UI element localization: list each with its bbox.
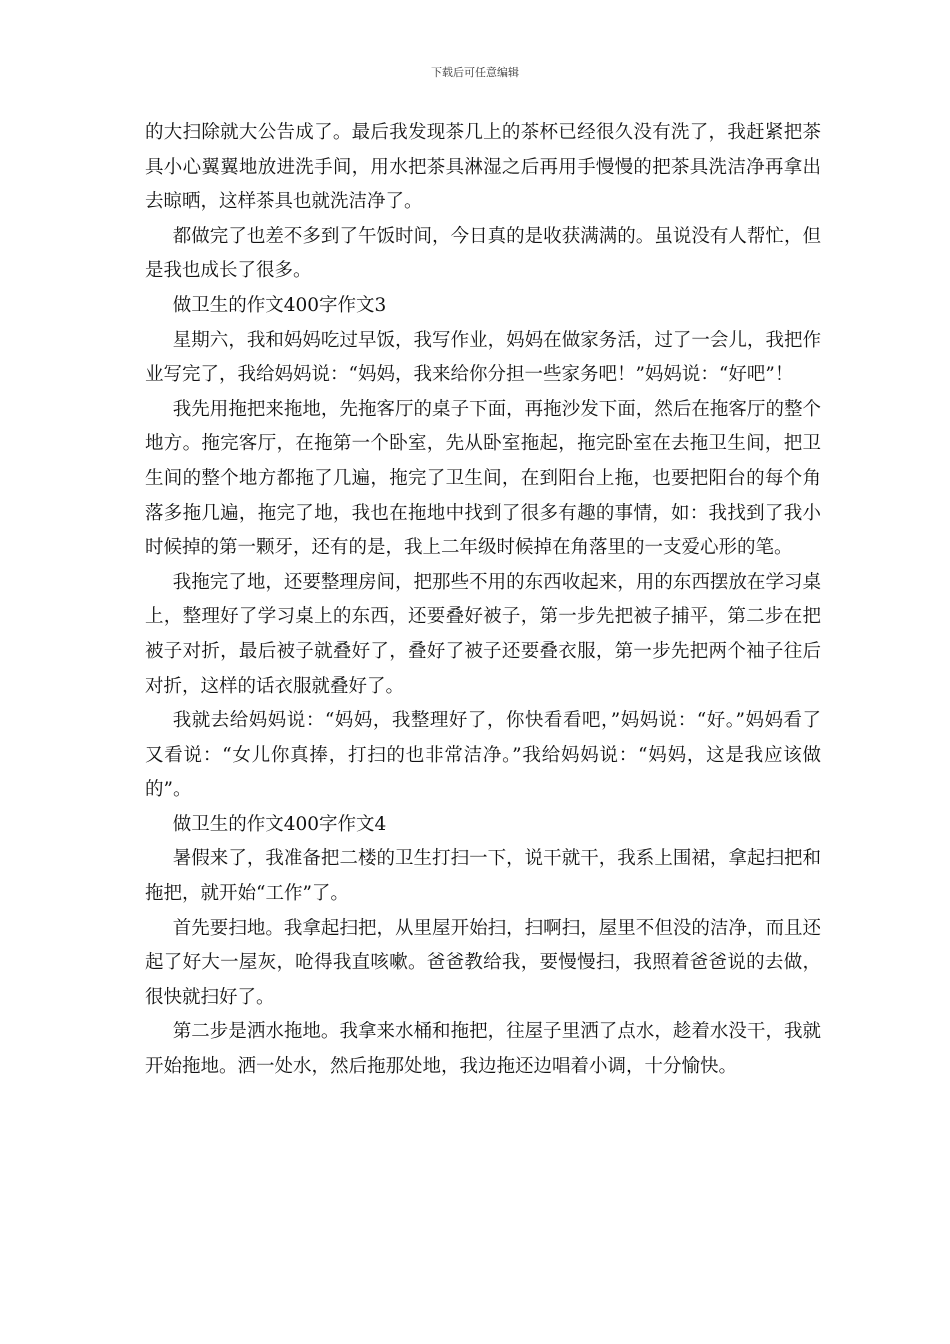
paragraph-2: 都做完了也差不多到了午饭时间，今日真的是收获满满的。虽说没有人帮忙，但是我也成长了很多。 xyxy=(145,225,821,282)
page-header: 下载后可任意编辑 xyxy=(431,66,519,79)
paragraph-1: 的大扫除就大公告成了。最后我发现茶几上的茶杯已经很久没有洗了，我赶紧把茶具小心翼翼地放进洗手间，用水把茶具淋湿之后再用手慢慢的把茶具洗洁净再拿出去晾晒，这样茶具也就洗洁净了。 xyxy=(145,122,821,213)
paragraph-4: 星期六，我和妈妈吃过早饭，我写作业，妈妈在做家务活，过了一会儿，我把作业写完了，我给妈妈说：“妈妈，我来给你分担一些家务吧！”妈妈说：“好吧”！ xyxy=(145,329,821,386)
paragraph-5: 我先用拖把来拖地，先拖客厅的桌子下面，再拖沙发下面，然后在拖客厅的整个地方。拖完客厅，在拖第一个卧室，先从卧室拖起，拖完卧室在去拖卫生间，把卫生间的整个地方都拖了几遍，拖完了卫生间，在到阳台上拖，也要把阳台的每个角落多拖几遍，拖完了地，我也在拖地中找到了很多有趣的事情，如：我找到了我小时候掉的第一颗牙，还有的是，我上二年级时候掉在角落里的一支爱心形的笔。 xyxy=(145,398,821,559)
document-body xyxy=(145,116,821,1085)
paragraph-9: 暑假来了，我准备把二楼的卫生打扫一下，说干就干，我系上围裙，拿起扫把和拖把，就开始“工作”了。 xyxy=(145,848,821,905)
section-title-3: 做卫生的作文400字作文3 xyxy=(172,294,387,316)
paragraph-11: 第二步是洒水拖地。我拿来水桶和拖把，往屋子里洒了点水，趁着水没干，我就开始拖地。洒一处水，然后拖那处地，我边拖还边唱着小调，十分愉快。 xyxy=(145,1021,821,1078)
section-title-4: 做卫生的作文400字作文4 xyxy=(172,813,387,835)
paragraph-6: 我拖完了地，还要整理房间，把那些不用的东西收起来，用的东西摆放在学习桌上，整理好了学习桌上的东西，还要叠好被子，第一步先把被子捕平，第二步在把被子对折，最后被子就叠好了，叠好了被子还要叠衣服，第一步先把两个袖子往后对折，这样的话衣服就叠好了。 xyxy=(145,571,821,697)
paragraph-7: 我就去给妈妈说：“妈妈，我整理好了，你快看看吧，”妈妈说：“好。”妈妈看了又看说：“女儿你真捧，打扫的也非常洁净。”我给妈妈说：“妈妈，这是我应该做的”。 xyxy=(145,710,821,801)
paragraph-10: 首先要扫地。我拿起扫把，从里屋开始扫，扫啊扫，屋里不但没的洁净，而且还起了好大一屋灰，呛得我直咳嗽。爸爸教给我，要慢慢扫，我照着爸爸说的去做，很快就扫好了。 xyxy=(145,917,821,1008)
